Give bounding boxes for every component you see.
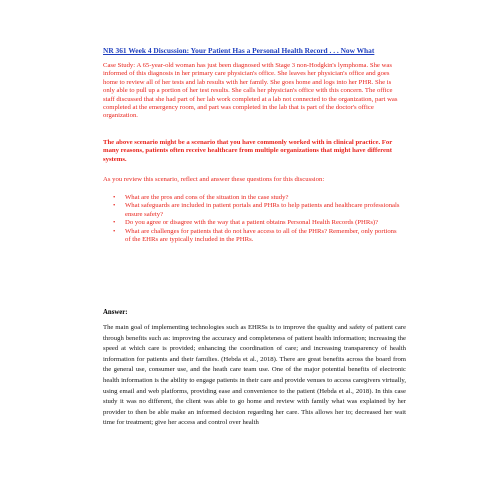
review-intro: As you review this scenario, reflect and answer these questions for this discussion: — [103, 176, 325, 183]
question-item: • Do you agree or disagree with the way that a patient obtains Personal Health Records (PHRs)? — [113, 219, 403, 227]
question-item: • What are challenges for patients that do not have access to all of the PHRs? Remember, only portions of the EHRs are typically included in the PHRs. — [113, 228, 403, 245]
question-item: • What are the pros and cons of the situation in the case study? — [113, 194, 403, 202]
case-study-paragraph: Case Study: A 65-year-old woman has just been diagnosed with Stage 3 non-Hodgkin's lymphoma. She was informed of this diagnosis in her primary care physician's office. She leaves her physician's office and goes home to review all of her tests and lab results with her family. She goes home and logs into her PHR. She is only able to pull up a portion of her test results. She calls her physician's office with this concern. The office staff discussed that she had part of her lab work completed at a lab not connected to the organization, part was completed at the emergency room, and part was completed in the lab that is part of the doctor's office organization. — [103, 62, 398, 120]
answer-body: The main goal of implementing technologies such as EHRSs is to improve the quality and safety of patient care through benefits such as: improving the accuracy and completeness of patient health information; increasing the speed at which care is provided; enhancing the coordination of care; and increasing transparency of health information for patients and their families. (Hebda et al., 2018). There are great benefits across the board from the general use, consumer use, and the heath care team use. One of the major potential benefits of electronic health information is the ability to engage patients in their care and provide venues to access caregivers virtually, using email and web platforms, providing ease and convenience to the patient (Hebda et al., 2018). In this case study it was no different, the client was able to go home and review with family what was explained by her provider to then be able make an informed decision regarding her care. This allows her to; decreased her wait time for treatment; give her access and control over health — [103, 324, 406, 427]
answer-heading: Answer: — [103, 309, 128, 316]
question-list — [113, 194, 403, 244]
question-item: • What safeguards are included in patient portals and PHRs to help patients and healthcare professionals ensure safety? — [113, 202, 403, 219]
scenario-note: The above scenario might be a scenario that you have commonly worked with in clinical practice. For many reasons, patients often receive healthcare from multiple organizations that might have different systems. — [103, 139, 393, 163]
document-title[interactable]: NR 361 Week 4 Discussion: Your Patient Has a Personal Health Record . . . Now What — [103, 46, 375, 55]
